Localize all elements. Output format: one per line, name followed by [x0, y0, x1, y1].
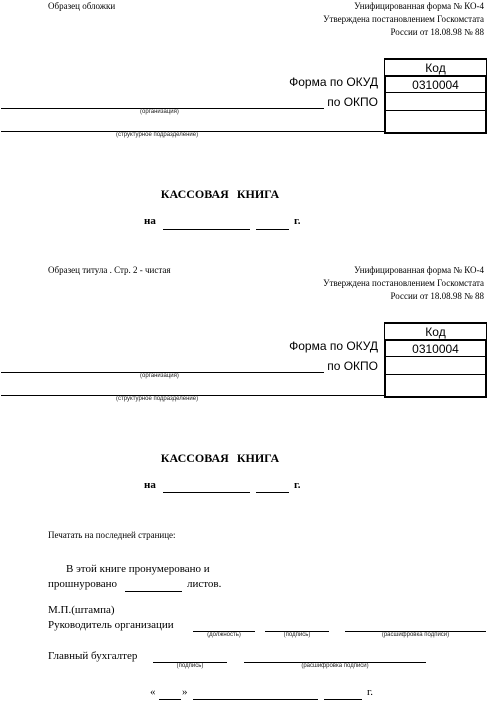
accountant-decoding-caption: (расшифровка подписи)	[301, 663, 369, 669]
cover-date-line[interactable]	[163, 229, 250, 230]
title-okud-cell	[384, 339, 487, 357]
cover-header-line3: России от 18.08.98 № 88	[390, 27, 484, 37]
date-day-line[interactable]	[159, 699, 181, 700]
title-page-title: КАССОВАЯ КНИГА	[160, 451, 280, 465]
title-code-header: Код	[425, 325, 446, 339]
date-year-suffix: г.	[367, 686, 374, 698]
title-org-caption: (организация)	[140, 373, 179, 379]
head-signature-caption: (подпись)	[283, 632, 311, 638]
cover-title: КАССОВАЯ КНИГА	[160, 187, 280, 201]
title-code-header-cell	[384, 322, 487, 340]
head-position-caption: (должность)	[207, 632, 241, 638]
title-okud-label: Форма по ОКУД	[289, 339, 378, 353]
cover-subdivision-code-cell[interactable]	[384, 110, 487, 134]
title-header-line1: Унифицированная форма № КО-4	[354, 265, 484, 275]
cover-okud-label: Форма по ОКУД	[289, 75, 378, 89]
title-okpo-label: по ОКПО	[327, 359, 378, 373]
accountant-signature-caption: (подпись)	[176, 663, 204, 669]
cover-sample-label: Образец обложки	[48, 1, 116, 11]
print-note: Печатать на последней странице:	[48, 530, 176, 540]
title-year-line[interactable]	[256, 492, 289, 493]
title-header-line3: России от 18.08.98 № 88	[390, 291, 484, 301]
cover-okud-cell	[384, 75, 487, 93]
head-label: Руководитель организации	[48, 619, 174, 631]
date-year-line[interactable]	[324, 699, 362, 700]
numbered-line2-suffix: листов.	[187, 578, 222, 590]
date-month-line[interactable]	[193, 699, 318, 700]
cover-year-suffix: г.	[294, 215, 301, 227]
head-decoding-caption: (расшифровка подписи)	[381, 632, 450, 638]
title-subdivision-caption: (структурное подразделение)	[116, 396, 199, 402]
cover-okpo-label: по ОКПО	[327, 95, 378, 109]
date-quote-open: «	[150, 686, 156, 698]
accountant-label: Главный бухгалтер	[48, 650, 138, 662]
cover-on-label: на	[144, 215, 156, 227]
cover-okpo-cell[interactable]	[384, 92, 487, 111]
cover-org-caption: (организация)	[140, 109, 179, 115]
cover-header-line2: Утверждена постановлением Госкомстата	[323, 14, 484, 24]
title-on-label: на	[144, 479, 156, 491]
title-header-line2: Утверждена постановлением Госкомстата	[323, 278, 484, 288]
title-date-line[interactable]	[163, 492, 250, 493]
title-sample-label: Образец титула . Стр. 2 - чистая	[48, 265, 171, 275]
cover-code-header-cell	[384, 58, 487, 76]
sheets-count-line[interactable]	[125, 591, 182, 592]
title-okpo-cell[interactable]	[384, 356, 487, 375]
stamp-label: М.П.(штампа)	[48, 604, 115, 616]
numbered-line2-prefix: прошнуровано	[48, 578, 118, 590]
numbered-line1: В этой книге пронумеровано и	[66, 563, 210, 575]
cover-year-line[interactable]	[256, 229, 289, 230]
title-okud-value: 0310004	[412, 342, 459, 356]
cover-subdivision-caption: (структурное подразделение)	[116, 132, 199, 138]
cover-code-header: Код	[425, 61, 446, 75]
title-subdivision-code-cell[interactable]	[384, 374, 487, 398]
title-year-suffix: г.	[294, 479, 301, 491]
cover-header-line1: Унифицированная форма № КО-4	[354, 1, 484, 11]
cover-okud-value: 0310004	[412, 78, 459, 92]
date-quote-close: »	[182, 686, 188, 698]
